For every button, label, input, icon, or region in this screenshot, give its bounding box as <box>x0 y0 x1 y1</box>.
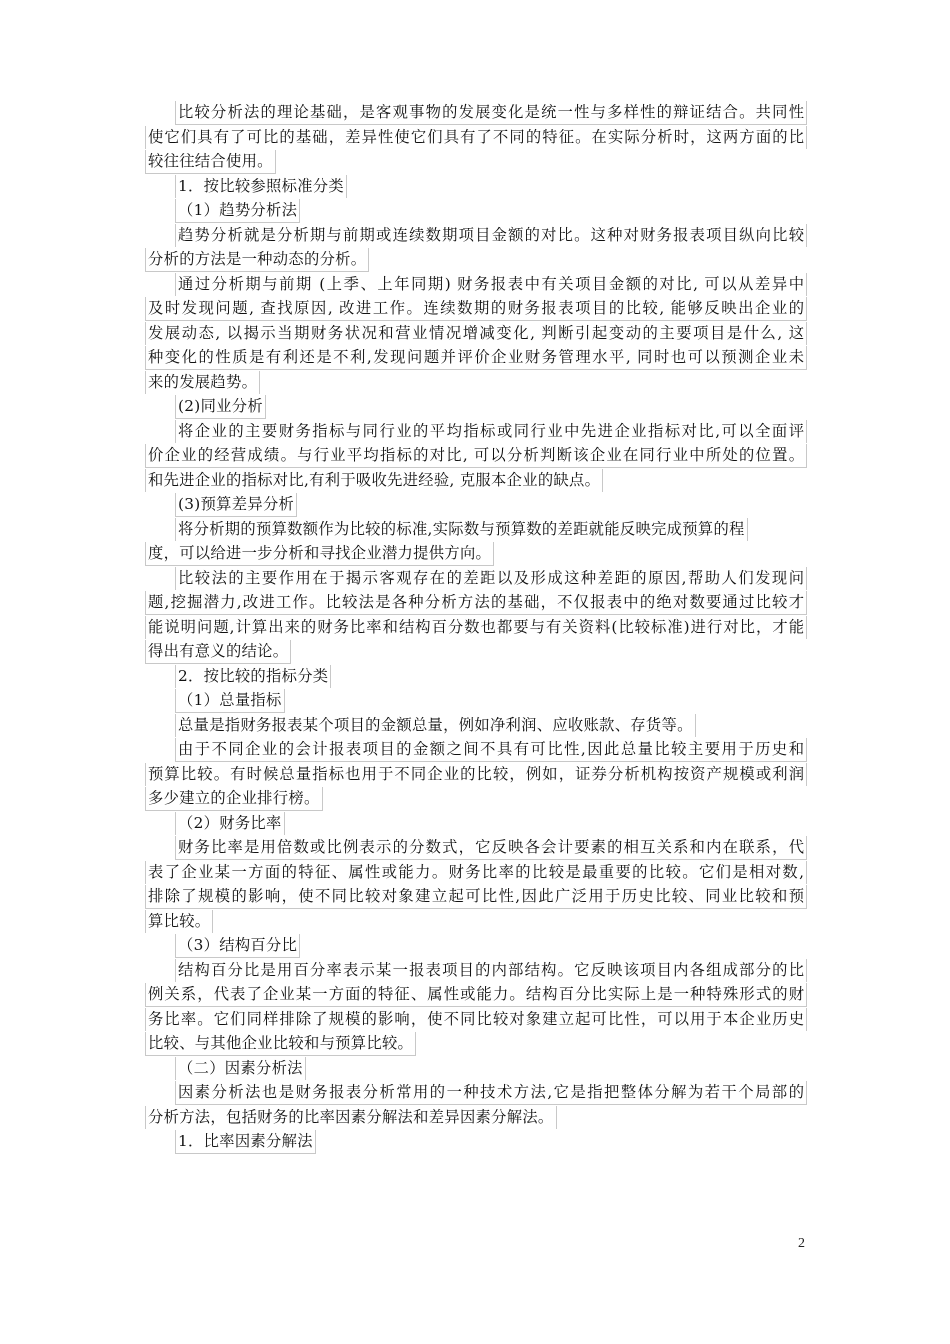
text-line-content: 通过分析期与前期 (上季、上年同期) 财务报表中有关项目金额的对比, 可以从差异中 <box>175 273 807 297</box>
text-line <box>145 125 807 150</box>
text-line-content: 分析方法，包括财务的比率因素分解法和差异因素分解法。 <box>145 1106 557 1130</box>
text-line <box>145 174 807 199</box>
text-line <box>145 296 807 321</box>
text-line-content: 比较分析法的理论基础，是客观事物的发展变化是统一性与多样性的辩证结合。共同性 <box>175 101 807 125</box>
text-line <box>145 272 807 297</box>
text-line <box>145 517 807 542</box>
text-line <box>145 639 807 664</box>
text-line-content: 使它们具有了可比的基础，差异性使它们具有了不同的特征。在实际分析时，这两方面的比 <box>145 126 807 150</box>
text-line-content: 分析的方法是一种动态的分析。 <box>145 248 369 272</box>
text-line <box>145 247 807 272</box>
text-line <box>145 884 807 909</box>
text-line-content: 由于不同企业的会计报表项目的金额之间不具有可比性,因此总量比较主要用于历史和 <box>175 738 807 762</box>
text-line-content: 1．按比较参照标准分类 <box>175 175 347 199</box>
text-line <box>145 1031 807 1056</box>
text-line <box>145 321 807 346</box>
text-line <box>145 223 807 248</box>
text-line <box>145 100 807 125</box>
text-line-content: 算比较。 <box>145 910 213 934</box>
text-line <box>145 1105 807 1130</box>
text-line <box>145 566 807 591</box>
text-line <box>145 737 807 762</box>
text-line <box>145 786 807 811</box>
text-line <box>145 982 807 1007</box>
text-line <box>145 1007 807 1032</box>
text-line-content: 预算比较。有时候总量指标也用于不同企业的比较，例如，证券分析机构按资产规模或利润 <box>145 763 807 787</box>
text-line-content: 财务比率是用倍数或比例表示的分数式，它反映各会计要素的相互关系和内在联系，代 <box>175 836 807 860</box>
text-line-content: （1）趋势分析法 <box>175 199 300 223</box>
body-text <box>145 100 807 1154</box>
text-line-content: （2）财务比率 <box>175 812 285 836</box>
text-line-content: 1．比率因素分解法 <box>175 1130 316 1154</box>
text-line-content: 发展动态, 以揭示当期财务状况和营业情况增减变化, 判断引起变动的主要项目是什么, 这 <box>145 322 807 346</box>
text-line <box>145 615 807 640</box>
text-line <box>145 811 807 836</box>
text-line-content: 和先进企业的指标对比,有利于吸收先进经验, 克服本企业的缺点。 <box>145 469 603 493</box>
text-line <box>145 1080 807 1105</box>
text-line-content: 将分析期的预算数额作为比较的标准,实际数与预算数的差距就能反映完成预算的程 <box>175 518 748 542</box>
text-line <box>145 541 807 566</box>
text-line-content: 2．按比较的指标分类 <box>175 665 331 689</box>
text-line <box>145 1056 807 1081</box>
text-line-content: 及时发现问题, 查找原因, 改进工作。连续数期的财务报表项目的比较, 能够反映出企业的 <box>145 297 807 321</box>
text-line <box>145 835 807 860</box>
text-line-content: 趋势分析就是分析期与前期或连续数期项目金额的对比。这种对财务报表项目纵向比较 <box>175 224 807 248</box>
text-line <box>145 860 807 885</box>
text-line <box>145 419 807 444</box>
text-line-content: （3）结构百分比 <box>175 934 300 958</box>
text-line <box>145 345 807 370</box>
text-line <box>145 958 807 983</box>
text-line-content: 表了企业某一方面的特征、属性或能力。财务比率的比较是最重要的比较。它们是相对数, <box>145 861 807 885</box>
text-line <box>145 443 807 468</box>
text-line-content: (3)预算差异分析 <box>175 493 297 517</box>
text-line-content: （1）总量指标 <box>175 689 285 713</box>
text-line-content: 结构百分比是用百分率表示某一报表项目的内部结构。它反映该项目内各组成部分的比 <box>175 959 807 983</box>
text-line <box>145 909 807 934</box>
text-line-content: 比较法的主要作用在于揭示客观存在的差距以及形成这种差距的原因,帮助人们发现问 <box>175 567 807 591</box>
text-line <box>145 149 807 174</box>
text-line <box>145 1129 807 1154</box>
text-line-content: 得出有意义的结论。 <box>145 640 291 664</box>
text-line-content: 排除了规模的影响，使不同比较对象建立起可比性,因此广泛用于历史比较、同业比较和预 <box>145 885 807 909</box>
text-line-content: 来的发展趋势。 <box>145 371 260 395</box>
text-line <box>145 468 807 493</box>
text-line-content: 度，可以给进一步分析和寻找企业潜力提供方向。 <box>145 542 494 566</box>
text-line-content: 因素分析法也是财务报表分析常用的一种技术方法,它是指把整体分解为若干个局部的 <box>175 1081 807 1105</box>
text-line <box>145 590 807 615</box>
text-line <box>145 370 807 395</box>
text-line <box>145 198 807 223</box>
text-line-content: 种变化的性质是有利还是不利,发现问题并评价企业财务管理水平, 同时也可以预测企业未 <box>145 346 807 370</box>
text-line <box>145 688 807 713</box>
text-line <box>145 664 807 689</box>
text-line <box>145 762 807 787</box>
text-line <box>145 933 807 958</box>
text-line-content: 比较、与其他企业比较和与预算比较。 <box>145 1032 416 1056</box>
text-line-content: 较往往结合使用。 <box>145 150 276 174</box>
text-line-content: 价企业的经营成绩。与行业平均指标的对比, 可以分析判断该企业在同行业中所处的位置。 <box>145 444 807 468</box>
page-number: 2 <box>798 1236 805 1251</box>
text-line-content: 多少建立的企业排行榜。 <box>145 787 323 811</box>
text-line <box>145 394 807 419</box>
text-line-content: （二）因素分析法 <box>175 1057 306 1081</box>
text-line-content: 总量是指财务报表某个项目的金额总量，例如净利润、应收账款、存货等。 <box>175 714 696 738</box>
text-line <box>145 492 807 517</box>
text-line-content: 将企业的主要财务指标与同行业的平均指标或同行业中先进企业指标对比,可以全面评 <box>175 420 807 444</box>
text-line-content: 例关系，代表了企业某一方面的特征、属性或能力。结构百分比实际上是一种特殊形式的财 <box>145 983 807 1007</box>
text-line-content: (2)同业分析 <box>175 395 266 419</box>
text-line-content: 务比率。它们同样排除了规模的影响，使不同比较对象建立起可比性，可以用于本企业历史 <box>145 1008 807 1032</box>
text-line-content: 题,挖掘潜力,改进工作。比较法是各种分析方法的基础，不仅报表中的绝对数要通过比较才 <box>145 591 807 615</box>
text-line-content: 能说明问题,计算出来的财务比率和结构百分数也都要与有关资料(比较标准)进行对比，才能 <box>145 616 807 640</box>
text-line <box>145 713 807 738</box>
